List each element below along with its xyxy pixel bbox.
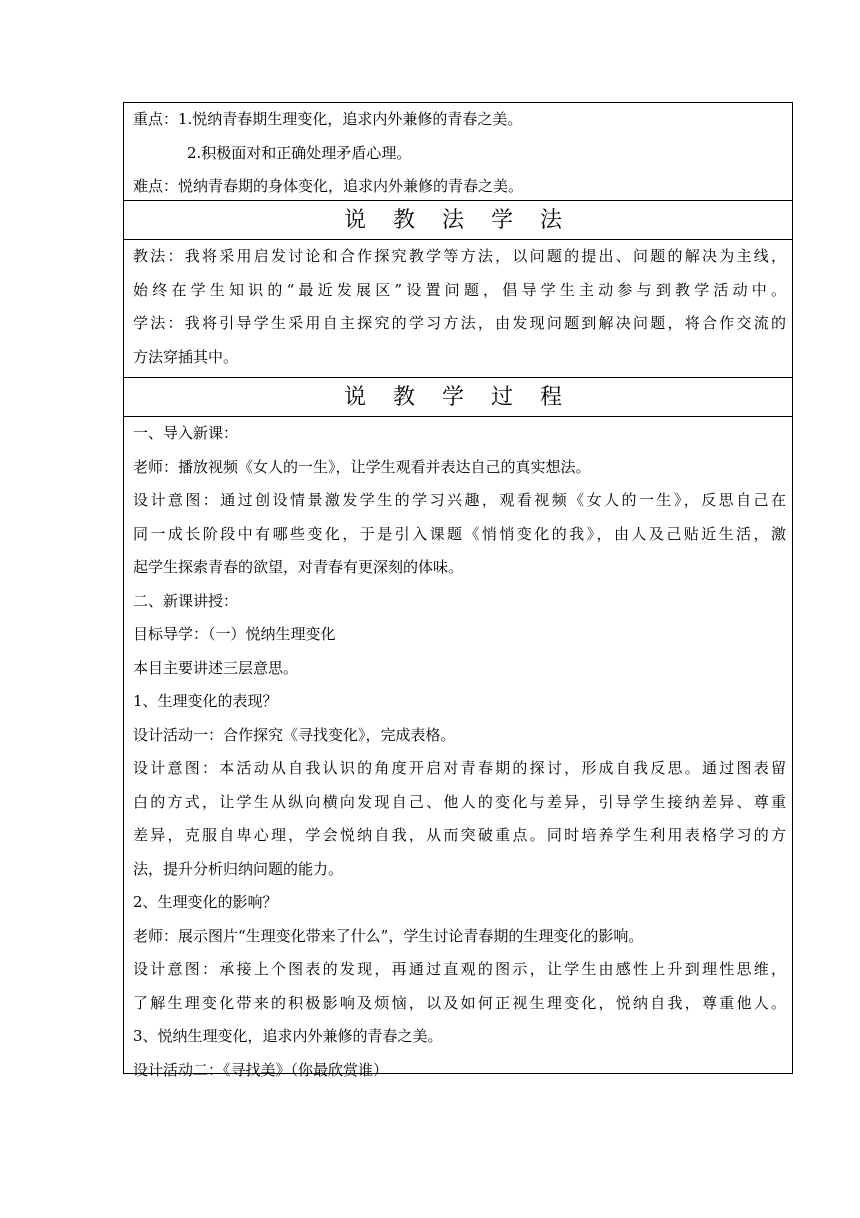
process-line: 同一成长阶段中有哪些变化，于是引入课题《悄悄变化的我》，由人及己贴近生活，激	[133, 524, 786, 543]
process-line: 设计意图：承接上个图表的发现，再通过直观的图示，让学生由感性上升到理性思维，	[133, 960, 786, 978]
process-line: 一、导入新课：	[133, 424, 239, 442]
key-point-2: 2.积极面对和正确处理矛盾心理。	[187, 143, 412, 162]
learning-method-line-1: 学法：我将引导学生采用自主探究的学习方法，由发现问题到解决问题，将合作交流的	[133, 314, 786, 332]
key-difficult-points-section	[124, 103, 792, 201]
process-line: 老师：展示图片“生理变化带来了什么”，学生讨论青春期的生理变化的影响。	[133, 926, 644, 945]
process-line: 老师：播放视频《女人的一生》，让学生观看并表达自己的真实想法。	[133, 457, 591, 476]
learning-method-line-2: 方法穿插其中。	[133, 347, 239, 366]
process-line: 设计活动二：《寻找美》（你最欣赏谁）	[133, 1060, 389, 1079]
process-heading: 说 教 学 过 程	[124, 378, 792, 417]
process-line: 本目主要讲述三层意思。	[133, 658, 299, 677]
process-line: 差异，克服自卑心理，学会悦纳自我，从而突破重点。同时培养学生利用表格学习的方	[133, 826, 786, 844]
teaching-method-line-2: 始终在学生知识的“最近发展区”设置问题，倡导学生主动参与到教学活动中。	[133, 280, 786, 299]
process-line: 二、新课讲授：	[133, 591, 239, 610]
process-line: 设计活动一：合作探究《寻找变化》，完成表格。	[133, 725, 456, 744]
difficult-point: 难点：悦纳青春期的身体变化，追求内外兼修的青春之美。	[133, 177, 524, 195]
lesson-plan-table	[123, 102, 793, 1079]
process-line: 1、生理变化的表现？	[133, 692, 278, 710]
process-line: 2、生理变化的影响？	[133, 893, 278, 911]
process-line: 3、悦纳生理变化，追求内外兼修的青春之美。	[133, 1027, 443, 1045]
process-line: 设计意图：通过创设情景激发学生的学习兴趣，观看视频《女人的一生》，反思自己在	[133, 491, 786, 509]
process-line: 了解生理变化带来的积极影响及烦恼，以及如何正视生理变化，悦纳自我，尊重他人。	[133, 993, 786, 1012]
key-point-1: 重点：1.悦纳青春期生理变化，追求内外兼修的青春之美。	[133, 110, 523, 128]
process-section	[124, 417, 792, 1079]
method-heading: 说 教 法 学 法	[124, 201, 792, 240]
process-line: 法，提升分析归纳问题的能力。	[133, 859, 344, 878]
process-line: 白的方式，让学生从纵向横向发现自己、他人的变化与差异，引导学生接纳差异、尊重	[133, 792, 786, 811]
method-section	[124, 240, 792, 378]
process-line: 目标导学：（一）悦纳生理变化	[133, 625, 336, 643]
process-line: 起学生探索青春的欲望，对青春有更深刻的体味。	[133, 558, 464, 576]
teaching-method-line-1: 教法：我将采用启发讨论和合作探究教学等方法，以问题的提出、问题的解决为主线，	[133, 247, 786, 265]
process-line: 设计意图：本活动从自我认识的角度开启对青春期的探讨，形成自我反思。通过图表留	[133, 759, 786, 777]
